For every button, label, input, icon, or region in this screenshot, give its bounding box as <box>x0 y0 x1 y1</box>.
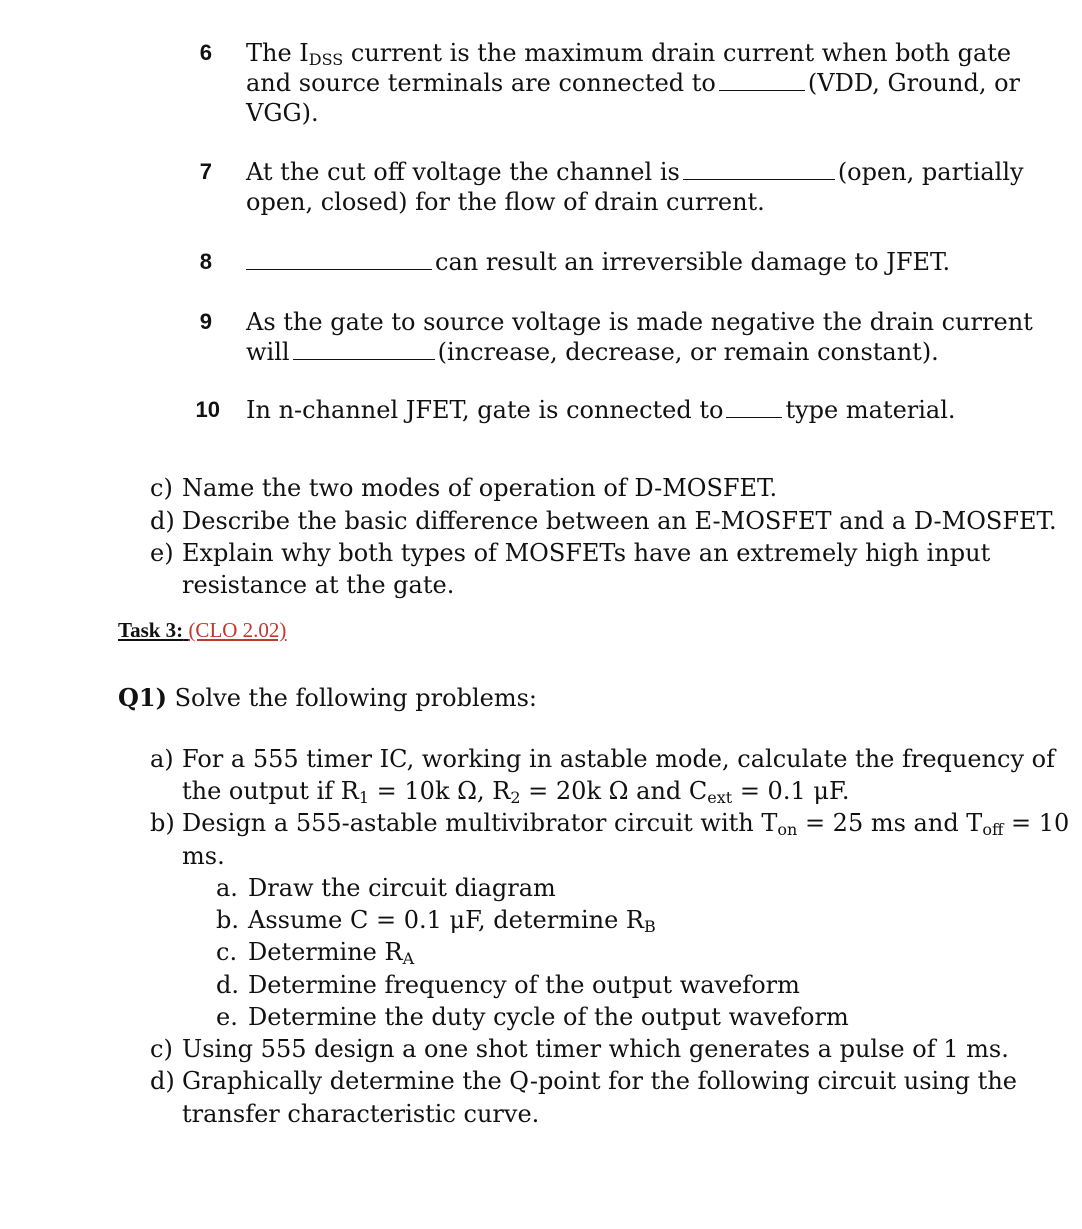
item-6-line-2: and source terminals are connected to (VDD, Ground, or <box>246 69 1021 97</box>
answer-blank[interactable] <box>726 396 782 418</box>
question-d: d) Describe the basic difference between an E-MOSFET and a D-MOSFET. <box>150 507 1057 535</box>
item-number: 8 <box>199 249 212 274</box>
problem-a: a) For a 555 timer IC, working in astable mode, calculate the frequency of <box>150 745 1055 773</box>
sub-item-c: c. Determine RA <box>216 938 415 968</box>
item-7-line-2: open, closed) for the flow of drain current. <box>246 188 765 216</box>
clo-link[interactable]: (CLO 2.02) <box>188 618 287 642</box>
problem-d-cont: transfer characteristic curve. <box>182 1100 540 1128</box>
item-9-line-2: will (increase, decrease, or remain constant). <box>246 338 939 366</box>
item-number: 6 <box>199 40 212 65</box>
question-e-cont: resistance at the gate. <box>182 571 455 599</box>
sub-item-b: b. Assume C = 0.1 μF, determine RB <box>216 906 656 936</box>
sub-item-a: a. Draw the circuit diagram <box>216 874 556 902</box>
item-number: 7 <box>199 159 212 184</box>
item-6-line-1: The IDSS current is the maximum drain current when both gate <box>246 39 1012 69</box>
sub-item-d: d. Determine frequency of the output waveform <box>216 971 800 999</box>
problem-b-cont: ms. <box>182 842 225 870</box>
item-number: 10 <box>195 397 220 422</box>
item-number: 9 <box>199 309 212 334</box>
item-8-line-1: can result an irreversible damage to JFET. <box>246 247 950 277</box>
question-e: e) Explain why both types of MOSFETs have an extremely high input <box>150 539 991 567</box>
problem-c: c) Using 555 design a one shot timer which generates a pulse of 1 ms. <box>150 1035 1009 1063</box>
answer-blank[interactable] <box>719 69 805 91</box>
question-c: c) Name the two modes of operation of D-MOSFET. <box>150 474 778 502</box>
item-6-line-3: VGG). <box>246 99 319 127</box>
answer-blank[interactable] <box>683 158 835 180</box>
answer-blank[interactable] <box>246 248 432 270</box>
problem-d: d) Graphically determine the Q-point for the following circuit using the <box>150 1067 1017 1095</box>
problem-b: b) Design a 555-astable multivibrator circuit with Ton = 25 ms and Toff = 10 <box>150 809 1070 839</box>
q1-heading: Q1) Solve the following problems: <box>118 683 537 712</box>
sub-item-e: e. Determine the duty cycle of the output waveform <box>216 1003 849 1031</box>
task-heading: Task 3: (CLO 2.02) <box>118 618 287 642</box>
answer-blank[interactable] <box>293 338 435 360</box>
problem-a-cont: the output if R1 = 10k Ω, R2 = 20k Ω and Cext = 0.1 μF. <box>182 777 850 807</box>
item-7-line-1: At the cut off voltage the channel is (open, partially <box>246 158 1024 186</box>
item-9-line-1: As the gate to source voltage is made negative the drain current <box>246 308 1033 336</box>
item-10-line-1: In n-channel JFET, gate is connected to type material. <box>246 396 956 424</box>
